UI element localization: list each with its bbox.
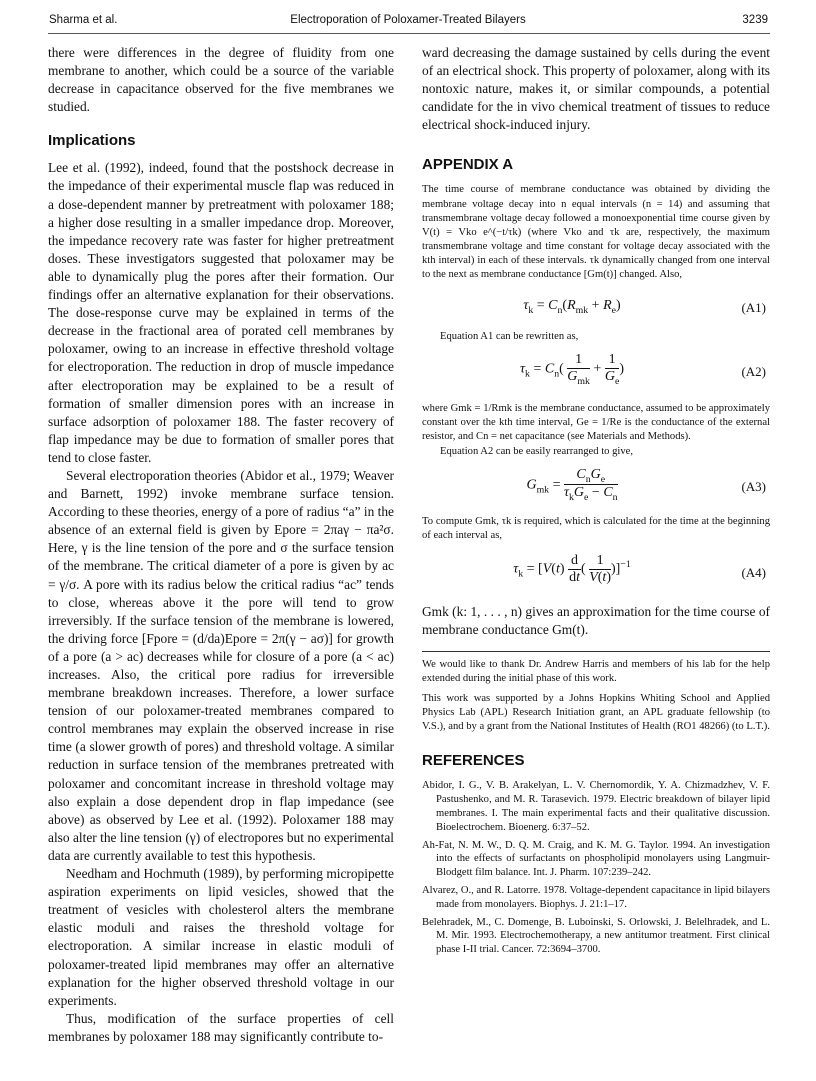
equation-a1: $\tau_k = C_n(R_{mk} + R_e)$ (A1) <box>523 298 766 316</box>
acknowledgment-2: This work was supported by a Johns Hopkins Whiting School and Applied Physics Lab (APL) Research Initiation grant, an APL graduate fellowship (to V.S.), and by a grant from the National Institutes of Health (RO1 48266) (to L.T.). <box>422 693 770 733</box>
header-authors: Sharma et al. <box>49 14 118 26</box>
equation-number: (A3) <box>741 478 766 494</box>
header-title: Electroporation of Poloxamer-Treated Bilayers <box>290 14 526 26</box>
appendix-paragraph-6: Gmk (k: 1, . . . , n) gives an approximation for the time course of membrane conductance Gm(t). <box>422 603 770 637</box>
page-number: 3239 <box>742 14 768 26</box>
left-column <box>48 44 394 1046</box>
section-heading-implications: Implications <box>48 132 136 150</box>
appendix-paragraph-1: The time course of membrane conductance was obtained by dividing the membrane voltage decay into n equal intervals (n = 14) and assuming that transmembrane voltage decay followed a monoexponential time course given by V(t) = Vko e^(−t/τk) (where Vko and τk are, respectively, the maximum transmembrane voltage and time constant for voltage decay associated with the kth interval) in each of these intervals. τk dynamically changed from one interval to the next as membrane conductance [Gm(t)] changed. Also, <box>422 184 770 281</box>
appendix-paragraph-2: Equation A1 can be rewritten as, <box>440 331 579 343</box>
paragraph-implications-2: Several electroporation theories (Abidor et al., 1979; Weaver and Barnett, 1992) invoke membrane surface tension. According to these theories, energy of a pore of radius “a” in the absence of an external field is given by Epore = 2πaγ − πa²σ. Here, γ is the line tension of the pore and σ the surface tension of the membrane. The critical diameter of a pore is given by ac = γ/σ. A pore with its radius below the critical radius “ac” tends to close, whereas above it the pore will tend to grow irreversibly. If the surface tension of the membrane is lowered, the driving force [Fpore = (d/da)Epore = 2π(γ − aσ)] for growth of a pore (a > ac) decreases while for closure of a pore (a < ac) increases. Also, the critical pore radius for irreversible membrane breakdown increases. Therefore, a lower surface tension of our poloxamer-treated membranes compared to control membranes may explain the observed increase in rise time (a slower growth of pores) and threshold voltage. A similar reduction in surface tension of the membranes pretreated with poloxamer and concomitant increase in threshold voltage may also explain a dose dependent drop in flap impedance (see above) as observed by Lee et al. (1992). Poloxamer 188 may also alter the line tension (γ) of electropores but no experimental data are currently available to test this hypothesis. <box>48 467 394 863</box>
reference-item: Abidor, I. G., V. B. Arakelyan, L. V. Chernomordik, Y. A. Chizmadzhev, V. F. Pastushenko, and M. R. Tarasevich. 1979. Electric breakdown of bilayer lipid membranes. I. The main experimental facts and their qualitative discussion. Bioelectrochem. Bioenerg. 6:37–52. <box>422 780 770 833</box>
paragraph-continuation: there were differences in the degree of fluidity from one membrane to another, which could be a source of the variable decrease in capacitance observed for the five membranes we studied. <box>48 45 394 115</box>
right-column <box>422 44 770 961</box>
reference-item: Ah-Fat, N. M. W., D. Q. M. Craig, and K. M. G. Taylor. 1994. An investigation into the effects of surfactants on phospholipid monolayers using Langmuir-Blodgett film balance. Int. J. Pharm. 107:239–242. <box>422 839 770 879</box>
equation-number: (A1) <box>741 300 766 316</box>
paragraph-implications-1: Lee et al. (1992), indeed, found that the postshock decrease in the impedance of their experimental muscle flap was reduced in a dose-dependent manner by pretreatment with poloxamer 188; a higher dose resulting in a smaller impedance drop. Moreover, the impedance recovery rate was faster for higher pretreatment doses. These investigators suggested that poloxamer may be able to dynamically plug the pores after their formation. Our findings offer an alternative explanation for their observations. The dose-response curve may be explained in terms of the decrease in the fractional area of porated cell membranes by poloxamer, owing to an increase in effective threshold voltage for electroporation. The reduction in drop of muscle impedance after electroporation may be explained to be a result of formation of smaller dimension pores with an increase in surface adsorption of poloxamer 188. The faster recovery of flap impedance may be due to formation of smaller pores that tend to close faster. <box>48 160 394 465</box>
header-rule <box>48 33 770 34</box>
paragraph-continued: ward decreasing the damage sustained by cells during the event of an electrical shock. This property of poloxamer, along with its nontoxic nature, makes it, or similar compounds, a potential candidate for the in vivo chemical treatment of tissues to reduce electrical shock-induced injury. <box>422 45 770 133</box>
appendix-paragraph-4: Equation A2 can be easily rearranged to give, <box>440 445 633 457</box>
references-heading: REFERENCES <box>422 752 525 770</box>
appendix-paragraph-3: where Gmk = 1/Rmk is the membrane conductance, assumed to be approximately constant over the kth time interval, Ge = 1/Re is the conductance of the external resistor, and Cn = net capacitance (see Materials and Methods). <box>422 403 770 443</box>
acknowledgment-1: We would like to thank Dr. Andrew Harris and members of his lab for the help extended during the initial phase of this work. <box>422 658 770 685</box>
reference-item: Belehradek, M., C. Domenge, B. Luboinski, S. Orlowski, J. Belelhradek, and L. M. Mir. 1993. Electrochemotherapy, a new antitumor treatment. First clinical phase I-II trial. Cancer. 72:3694–3700. <box>422 916 770 956</box>
reference-item: Alvarez, O., and R. Latorre. 1978. Voltage-dependent capacitance in lipid bilayers made from monolayers. Biophys. J. 21:1–17. <box>422 885 770 910</box>
equation-a4: $\tau_k = [V(t)$ $\frac{d}{dt}$ ( $\frac{1}{V(t)}$ )]$^{-1}$ (A4) <box>513 552 766 585</box>
paragraph-implications-3: Needham and Hochmuth (1989), by performing micropipette aspiration experiments on lipid vesicles, showed that the treatment of vesicles with cholesterol alters the membrane elastic moduli and raises the threshold voltage for electroporation. A similar increase in elastic moduli of poloxamer-treated lipid membranes may offer an alternative explanation for the higher observed threshold voltage in our experiments. <box>48 866 394 1008</box>
appendix-heading: APPENDIX A <box>422 156 514 174</box>
running-header <box>0 14 816 32</box>
equation-a2: $\tau_k = C_n$( $\frac{1}{G_{mk}}$ + $\frac{1}{G_e}$ ) (A2) <box>520 352 766 388</box>
equation-a3: $G_{mk}$ = $\frac{C_nG_e}{\tau_kG_e - C_n}$ (A3) <box>526 466 766 504</box>
separator-rule <box>422 651 770 652</box>
paragraph-implications-4: Thus, modification of the surface properties of cell membranes by poloxamer 188 may significantly contribute to- <box>48 1010 394 1044</box>
equation-number: (A4) <box>741 564 766 580</box>
appendix-paragraph-5: To compute Gmk, τk is required, which is calculated for the time at the beginning of each interval as, <box>422 515 770 541</box>
equation-number: (A2) <box>741 364 766 380</box>
